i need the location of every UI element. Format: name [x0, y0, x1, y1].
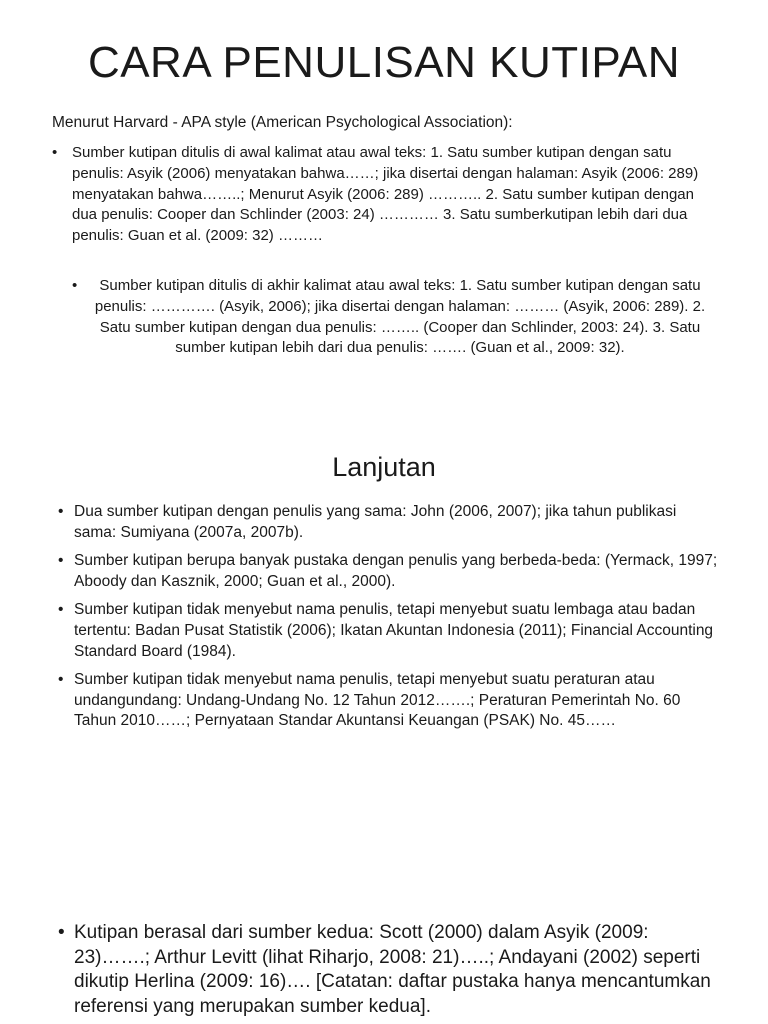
bullet-icon: •: [58, 922, 65, 943]
bullet-icon: •: [58, 552, 64, 570]
list-item: [58, 921, 718, 1019]
bullet-icon: •: [52, 144, 58, 161]
bullet-icon: •: [58, 671, 64, 689]
bullet-list: [58, 921, 718, 1019]
bullet-text: Sumber kutipan ditulis di akhir kalimat atau awal teks: 1. Satu sumber kutipan dengan satu penulis: …………. (Asyik, 2006); jika disertai dengan halaman: ……… (Asyik, 2006: 289). 2. Satu sumber kutipan dengan dua penulis: …….. (Cooper dan Schlinder, 2003: 24). 3. Satu sumber kutipan lebih dari dua penulis: ……. (Guan et al., 2009: 32).: [94, 277, 706, 357]
bullet-icon: •: [58, 503, 64, 520]
bullet-text: Kutipan berasal dari sumber kedua: Scott (2000) dalam Asyik (2009: 23)…….; Arthur Levitt (lihat Riharjo, 2008: 21)…..; Andayani (2002) seperti dikutip Herlina (2009: 16)…. [Catatan: daftar pustaka hanya mencantumkan referensi yang merupakan sumber kedua].: [74, 922, 711, 1017]
intro-text: Menurut Harvard - APA style (American Psychological Association):: [52, 114, 513, 131]
bullet-text: Sumber kutipan tidak menyebut nama penulis, tetapi menyebut suatu peraturan atau undangundang: Undang-Undang No. 12 Tahun 2012…….; Peraturan Pemerintah No. 60 Tahun 2010……; Pernyataan Standar Akuntansi Keuangan (PSAK) No. 45……: [74, 671, 681, 730]
slide-title: Lanjutan: [332, 452, 436, 482]
slide-title: CARA PENULISAN KUTIPAN: [87, 38, 681, 87]
bullet-text: Sumber kutipan tidak menyebut nama penulis, tetapi menyebut suatu lembaga atau badan tertentu: Badan Pusat Statistik (2006); Ikatan Akuntan Indonesia (2011); Financial Accounting Standard Board (1984).: [74, 601, 714, 660]
bullet-text: Dua sumber kutipan dengan penulis yang sama: John (2006, 2007); jika tahun publikasi sama: Sumiyana (2007a, 2007b).: [74, 503, 677, 541]
bullet-icon: •: [58, 601, 64, 619]
bullet-text: Sumber kutipan berupa banyak pustaka dengan penulis yang berbeda-beda: (Yermack, 1997; Aboody dan Kasznik, 2000; Guan et al., 2000).: [74, 552, 718, 590]
bullet-icon: •: [72, 277, 78, 294]
bullet-text: Sumber kutipan ditulis di awal kalimat atau awal teks: 1. Satu sumber kutipan dengan satu penulis: Asyik (2006) menyatakan bahwa……; jika disertai dengan halaman: Asyik (2006: 289) menyatakan bahwa……..; Menurut Asyik (2006: 289) ……….. 2. Satu sumber kutipan dengan dua penulis: Cooper dan Schlinder (2003: 24) ………… 3. Satu sumberkutipan lebih dari dua penulis: Guan et al. (2009: 32) ………: [72, 144, 699, 245]
